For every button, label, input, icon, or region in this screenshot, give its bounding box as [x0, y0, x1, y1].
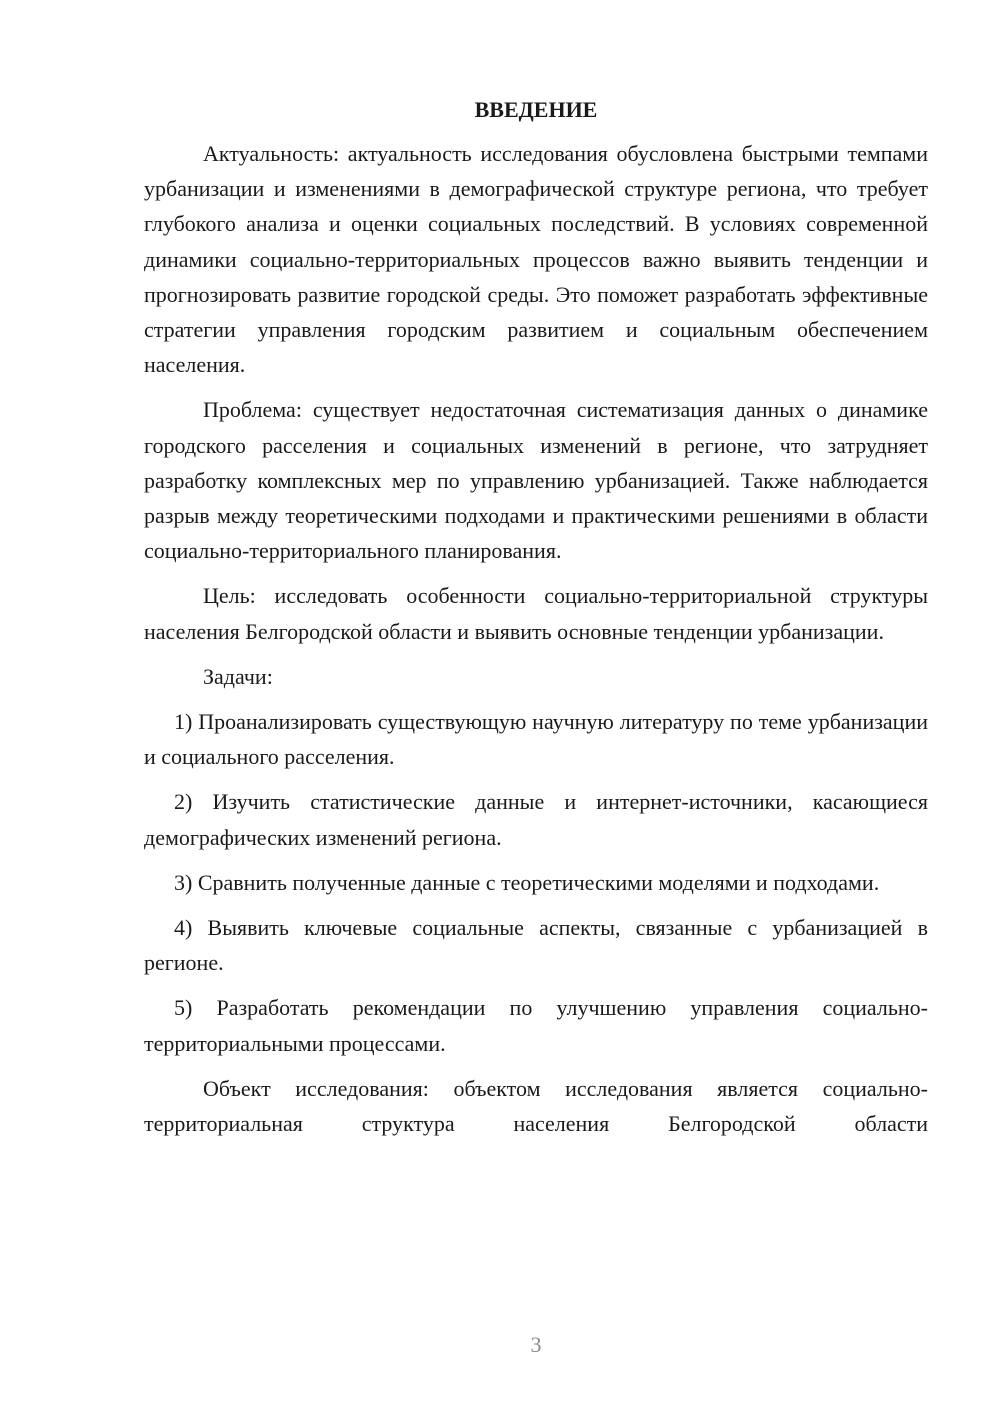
paragraph-problem: Проблема: существует недостаточная систематизация данных о динамике городского расселения и социальных изменений в регионе, что затрудняет разработку комплексных мер по управлению урбанизацией. Также наблюдается разрыв между теоретическими подходами и практическими решениями в области социально-территориального планирования. — [144, 397, 928, 564]
page-number: 3 — [530, 1332, 542, 1357]
paragraph-relevance: Актуальность: актуальность исследования обусловлена быстрыми темпами урбанизации и изменениями в демографической структуре региона, что требует глубокого анализа и оценки социальных последствий. В условиях современной динамики социально-территориальных процессов важно выявить тенденции и прогнозировать развитие городской среды. Это поможет разработать эффективные стратегии управления городским развитием и социальным обеспечением населения. — [144, 141, 928, 378]
tasks-label: Задачи: — [203, 663, 273, 689]
section-heading: ВВЕДЕНИЕ — [474, 97, 598, 122]
task-item: 1) Проанализировать существующую научную литературу по теме урбанизации и социального расселения. — [144, 709, 928, 770]
paragraph-goal: Цель: исследовать особенности социально-территориальной структуры населения Белгородской области и выявить основные тенденции урбанизации. — [144, 583, 928, 644]
paragraph-object: Объект исследования: объектом исследования является социально-территориальная структура населения Белгородской области — [144, 1075, 928, 1137]
page-content — [144, 90, 928, 1151]
task-item: 4) Выявить ключевые социальные аспекты, связанные с урбанизацией в регионе. — [144, 915, 928, 976]
task-item: 3) Сравнить полученные данные с теоретическими моделями и подходами. — [174, 869, 880, 895]
task-item: 2) Изучить статистические данные и интернет-источники, касающиеся демографических изменений региона. — [144, 789, 928, 850]
task-item: 5) Разработать рекомендации по улучшению управления социально-территориальными процессами. — [144, 995, 928, 1056]
